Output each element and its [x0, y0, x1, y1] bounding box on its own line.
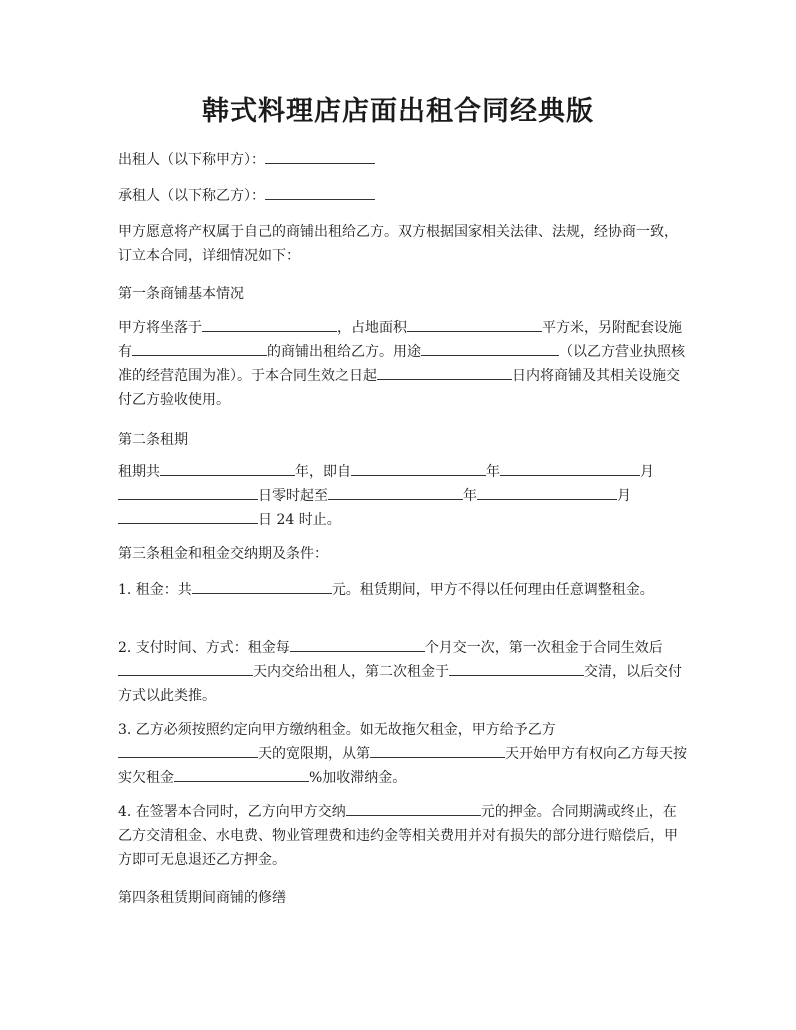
- payment-interval-blank: [290, 636, 425, 652]
- text-segment: 1. 租金：共: [118, 582, 192, 598]
- text-segment: 年: [463, 488, 477, 504]
- start-year-blank: [351, 460, 486, 476]
- rent-clause-1: [118, 578, 688, 602]
- text-segment: 租期共: [118, 464, 160, 480]
- document-title: 韩式料理店店面出租合同经典版: [202, 96, 594, 127]
- lessor-label: 出租人（以下称甲方）：: [118, 152, 265, 168]
- article-2-heading: 第二条租期: [118, 432, 188, 448]
- end-day-blank: [118, 508, 258, 524]
- grace-period-blank: [118, 742, 258, 758]
- second-payment-date-blank: [449, 660, 584, 676]
- article-3-heading: 第三条租金和租金交纳期及条件：: [118, 546, 328, 562]
- usage-blank: [421, 340, 559, 356]
- start-day-blank: [118, 484, 258, 500]
- text-segment: 日内将商铺及其相关设施交付乙方验收使用。: [118, 368, 680, 408]
- rent-clause-3: [118, 718, 688, 790]
- text-segment: 天开始甲方有权向乙方每天按实欠租金: [118, 746, 687, 786]
- lessee-label: 承租人（以下称乙方）：: [118, 188, 265, 204]
- handover-days-blank: [377, 364, 512, 380]
- text-segment: 的商铺出租给乙方。用途: [267, 344, 421, 360]
- end-month-blank: [477, 484, 617, 500]
- lessee-blank: [265, 184, 375, 200]
- late-fee-rate-blank: [174, 766, 309, 782]
- text-segment: 年，即自: [295, 464, 351, 480]
- text-segment: ，占地面积: [337, 320, 407, 336]
- text-segment: 甲方将坐落于: [118, 320, 202, 336]
- article-4-heading: 第四条租赁期间商铺的修缮: [118, 890, 286, 906]
- text-segment: 月: [640, 464, 654, 480]
- text-segment: 个月交一次，第一次租金于合同生效后: [424, 640, 663, 656]
- lessee-line: [118, 184, 688, 208]
- rent-clause-2: [118, 636, 688, 708]
- text-segment: （以乙方营业执照核准的经营范围为准）。于本合同生效之日起: [118, 344, 685, 384]
- text-segment: 平方米，另附配套设施有: [118, 320, 682, 360]
- term-years-blank: [160, 460, 295, 476]
- article-1-heading: 第一条商铺基本情况: [118, 286, 244, 302]
- text-segment: 元的押金。合同期满或终止，在乙方交清租金、水电费、物业管理费和违约金等相关费用并对有损失的部分进行赔偿后，甲方即可无息退还乙方押金。: [118, 804, 678, 868]
- text-segment: 日零时起至: [258, 488, 328, 504]
- text-segment: 3. 乙方必须按照约定向甲方缴纳租金。如无故拖欠租金，甲方给予乙方: [118, 722, 556, 738]
- lessor-blank: [265, 148, 375, 164]
- rent-amount-blank: [192, 578, 332, 594]
- end-year-blank: [328, 484, 463, 500]
- text-segment: 日 24 时止。: [258, 512, 341, 528]
- text-segment: 4. 在签署本合同时，乙方向甲方交纳: [118, 804, 346, 820]
- text-segment: 年: [486, 464, 500, 480]
- deposit-amount-blank: [346, 800, 481, 816]
- intro-paragraph: 甲方愿意将产权属于自己的商铺出租给乙方。双方根据国家相关法律、法规，经协商一致，订立本合同，详细情况如下：: [118, 224, 678, 264]
- first-payment-days-blank: [118, 660, 253, 676]
- text-segment: %加收滞纳金。: [309, 770, 407, 786]
- text-segment: 2. 支付时间、方式：租金每: [118, 640, 290, 656]
- text-segment: 元。租赁期间，甲方不得以任何理由任意调整租金。: [331, 582, 654, 598]
- text-segment: 天的宽限期，从第: [258, 746, 370, 762]
- text-segment: 天内交给出租人，第二次租金于: [253, 664, 449, 680]
- facilities-blank: [132, 340, 267, 356]
- article-2-body: [118, 460, 688, 532]
- location-blank: [202, 316, 337, 332]
- lessor-line: [118, 148, 688, 172]
- start-month-blank: [500, 460, 640, 476]
- text-segment: 交清，以后交付方式以此类推。: [118, 664, 682, 704]
- area-blank: [407, 316, 542, 332]
- late-start-day-blank: [370, 742, 505, 758]
- article-1-body: [118, 316, 688, 412]
- text-segment: 月: [617, 488, 631, 504]
- rent-clause-4: [118, 800, 688, 872]
